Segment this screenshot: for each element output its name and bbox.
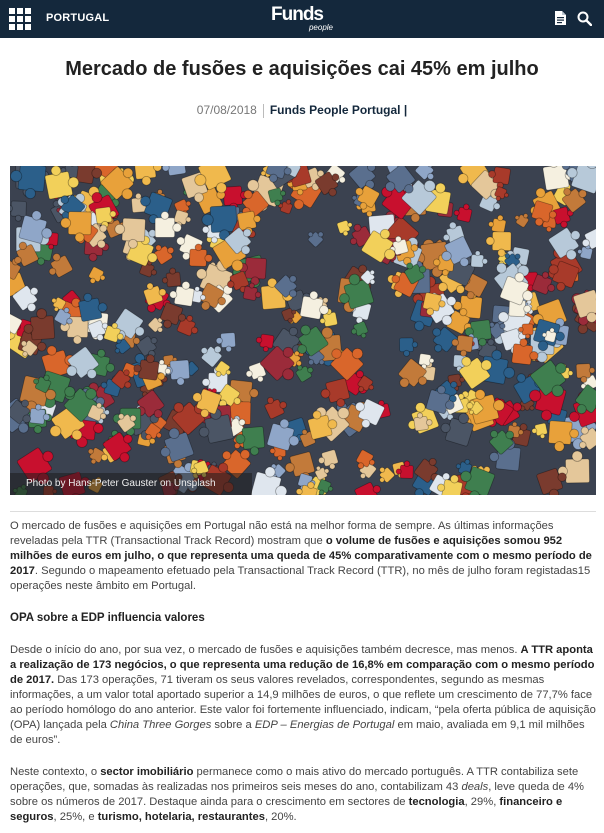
text-span: , leve queda de 4% sobre os números de 2017. Destaque ainda para o crescimento em sectores de [10, 781, 585, 808]
meta-divider [263, 104, 264, 118]
text-span: , 29%, [464, 796, 500, 808]
section-subheading: OPA sobre a EDP influencia valores [10, 612, 205, 624]
article-title: Mercado de fusões e aquisições cai 45% em julho [65, 58, 539, 80]
paragraph-1 [10, 519, 596, 594]
bold-span: turismo, hotelaria, restaurantes [97, 811, 265, 823]
puzzle-pieces-photo [10, 166, 596, 495]
funds-people-logo[interactable] [271, 4, 335, 34]
bold-span: sector imobiliário [100, 766, 194, 778]
bold-span: tecnologia [408, 796, 465, 808]
text-span: , 25%, e [53, 811, 98, 823]
section-label[interactable]: PORTUGAL [46, 12, 110, 24]
bold-span: A TTR aponta a realização de 173 negócios, o que representa uma redução de 16,8% em comparação com o mesmo período de 2017. [10, 644, 595, 686]
text-span: Desde o início do ano, por sua vez, o mercado de fusões e aquisições também decresce, mas menos. [10, 644, 521, 656]
grid-menu-icon[interactable] [9, 8, 31, 30]
paragraph-2 [10, 643, 596, 748]
text-span: sobre a [211, 719, 255, 731]
text-span: Neste contexto, o [10, 766, 101, 778]
document-icon[interactable] [555, 11, 566, 25]
logo-main-text: Funds [271, 4, 323, 25]
bold-span: o volume de fusões e aquisições somou 952 milhões de euros em julho, o que representa uma queda de 45% comparativamente com o mesmo período de 2017 [10, 535, 592, 577]
italic-span: China Three Gorges [109, 719, 212, 731]
logo-sub-text: people [308, 23, 333, 32]
top-navigation-bar [0, 0, 604, 38]
text-span: em maio, avaliada em 9,1 mil milhões de euros”. [10, 719, 585, 746]
search-icon[interactable] [577, 11, 592, 26]
divider [10, 511, 596, 512]
article-hero-image [10, 166, 596, 495]
paragraph-3 [10, 765, 596, 825]
article-meta [0, 103, 604, 118]
article-author-link[interactable]: Funds People Portugal | [269, 103, 408, 117]
text-span: Das 173 operações, 71 tiveram os seus valores revelados, correspondentes, segundo as mesmas informações, a um valor total aportado superior a 14,9 milhões de euros, o que reflete um crescimento de 77,7% face ao período homólogo do ano anterior. Este valor foi fortemente influenciado, indicam, “pela oferta pública de aquisição (OPA) lançada pela [10, 674, 596, 731]
text-span: O mercado de fusões e aquisições em Portugal não está na melhor forma de sempre. As últimas informações reveladas pela TTR (Transactional Track Record) mostram que [10, 520, 554, 547]
article-body [10, 519, 596, 833]
bold-span: financeiro e seguros [10, 796, 563, 823]
text-span: permanece como o mais ativo do mercado português. A TTR contabiliza sete operações, que, somadas às realizadas nos primeiros seis meses do ano, contabilizam 43 [10, 766, 579, 793]
italic-span: EDP – Energias de Portugal [254, 719, 395, 731]
article-date: 07/08/2018 [196, 103, 257, 117]
text-span: . Segundo o mapeamento efetuado pela Transactional Track Record (TTR), no mês de julho foram registadas15 operações neste âmbito em Portugal. [10, 565, 591, 592]
italic-span: deals [461, 781, 489, 793]
text-span: , 20%. [264, 811, 297, 823]
image-caption: Photo by Hans-Peter Gauster on Unsplash [10, 473, 252, 495]
